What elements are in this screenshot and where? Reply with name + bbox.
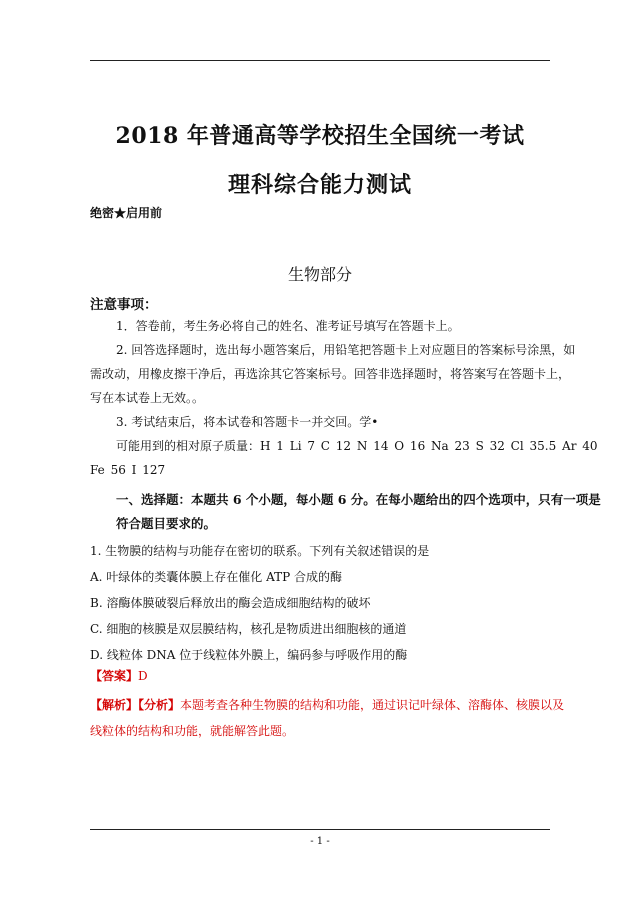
section-title: 生物部分 (287, 265, 352, 284)
answer-value: D (138, 669, 148, 683)
answer (90, 667, 148, 684)
option-c: C. 细胞的核膜是双层膜结构，核孔是物质进出细胞核的通道 (90, 622, 407, 636)
exam-title: 2018 年普通高等学校招生全国统一考试 (115, 123, 525, 149)
notice-item-2-line-3: 写在本试卷上无效。。 (90, 391, 205, 405)
question-stem: 1. 生物膜的结构与功能存在密切的联系。下列有关叙述错误的是 (90, 544, 430, 558)
answer-label: 【答案】 (90, 669, 139, 683)
secret-label: 绝密★启用前 (90, 206, 163, 220)
notice-item-3-text: 3. 考试结束后，将本试卷和答题卡一并交回。学• (116, 415, 379, 429)
exam-subtitle: 理科综合能力测试 (227, 172, 412, 198)
option-d: D. 线粒体 DNA 位于线粒体外膜上，编码参与呼吸作用的酶 (90, 648, 408, 662)
notice-item-2 (90, 338, 576, 410)
analysis-line-2: 线粒体的结构和功能，就能解答此题。 (90, 724, 295, 738)
mc-heading-line-1: 一、选择题：本题共 6 个小题，每小题 6 分。在每小题给出的四个选项中，只有一项是 (116, 492, 601, 507)
multiple-choice-heading (90, 488, 601, 536)
option-a: A. 叶绿体的类囊体膜上存在催化 ATP 合成的酶 (90, 570, 343, 584)
notice-item-2-line-1: 2. 回答选择题时，选出每小题答案后，用铅笔把答题卡上对应题目的答案标号涂黑，如 (116, 343, 576, 357)
atomic-masses-line-1: 可能用到的相对原子质量：H 1 Li 7 C 12 N 14 O 16 Na 23 S 32 Cl 35.5 Ar 40 (116, 439, 598, 453)
atomic-masses (90, 434, 598, 482)
notice-item-1-text: 1．答卷前，考生务必将自己的姓名、准考证号填写在答题卡上。 (116, 319, 460, 333)
atomic-masses-line-2: Fe 56 I 127 (90, 463, 166, 477)
option-b: B. 溶酶体膜破裂后释放出的酶会造成细胞结构的破坏 (90, 596, 371, 610)
analysis-line-1: 本题考查各种生物膜的结构和功能，通过识记叶绿体、溶酶体、核膜以及 (180, 698, 565, 712)
mc-heading-line-2: 符合题目要求的。 (116, 516, 217, 531)
question-1 (90, 538, 560, 668)
analysis-label: 【解析】【分析】 (90, 698, 181, 712)
footer-rule (90, 829, 550, 830)
notice-heading: 注意事项： (90, 297, 158, 313)
notice-item-2-line-2: 需改动，用橡皮擦干净后，再选涂其它答案标号。回答非选择题时，将答案写在答题卡上， (90, 367, 571, 381)
notice-item-1 (90, 314, 550, 338)
page-number: - 1 - (310, 836, 330, 847)
analysis (90, 692, 565, 744)
notice-item-3 (90, 410, 550, 434)
header-rule (90, 60, 550, 61)
